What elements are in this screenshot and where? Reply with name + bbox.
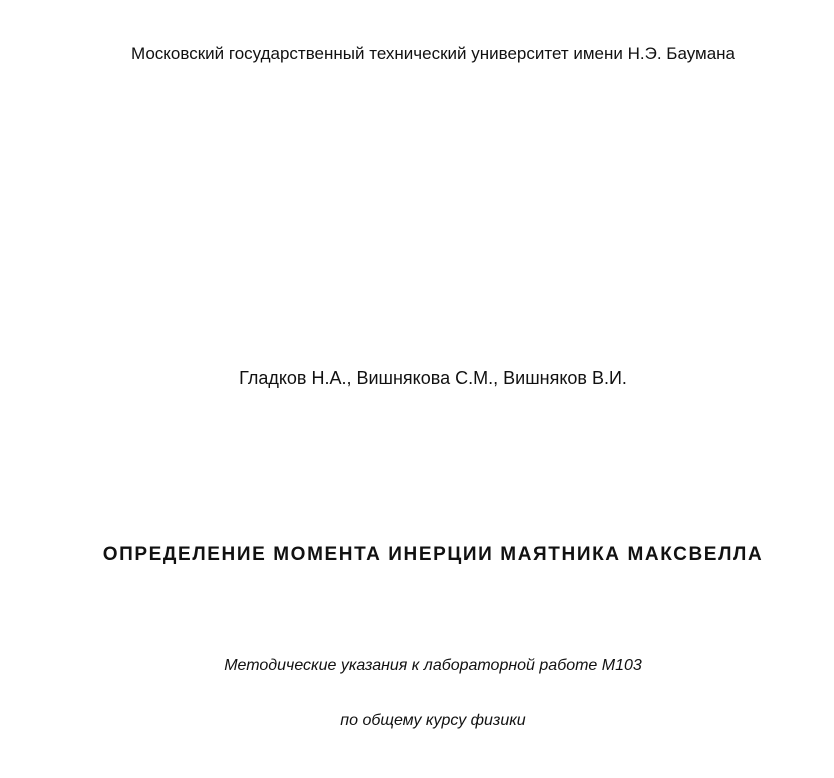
university-name: Московский государственный технический университет имени Н.Э. Баумана [131, 44, 735, 63]
course-line: по общему курсу физики [340, 712, 526, 729]
document-subtitle: Методические указания к лабораторной работе М103 [224, 657, 642, 674]
authors-line: Гладков Н.А., Вишнякова С.М., Вишняков В.И. [239, 368, 627, 388]
document-title: ОПРЕДЕЛЕНИЕ МОМЕНТА ИНЕРЦИИ МАЯТНИКА МАКСВЕЛЛА [102, 544, 764, 565]
